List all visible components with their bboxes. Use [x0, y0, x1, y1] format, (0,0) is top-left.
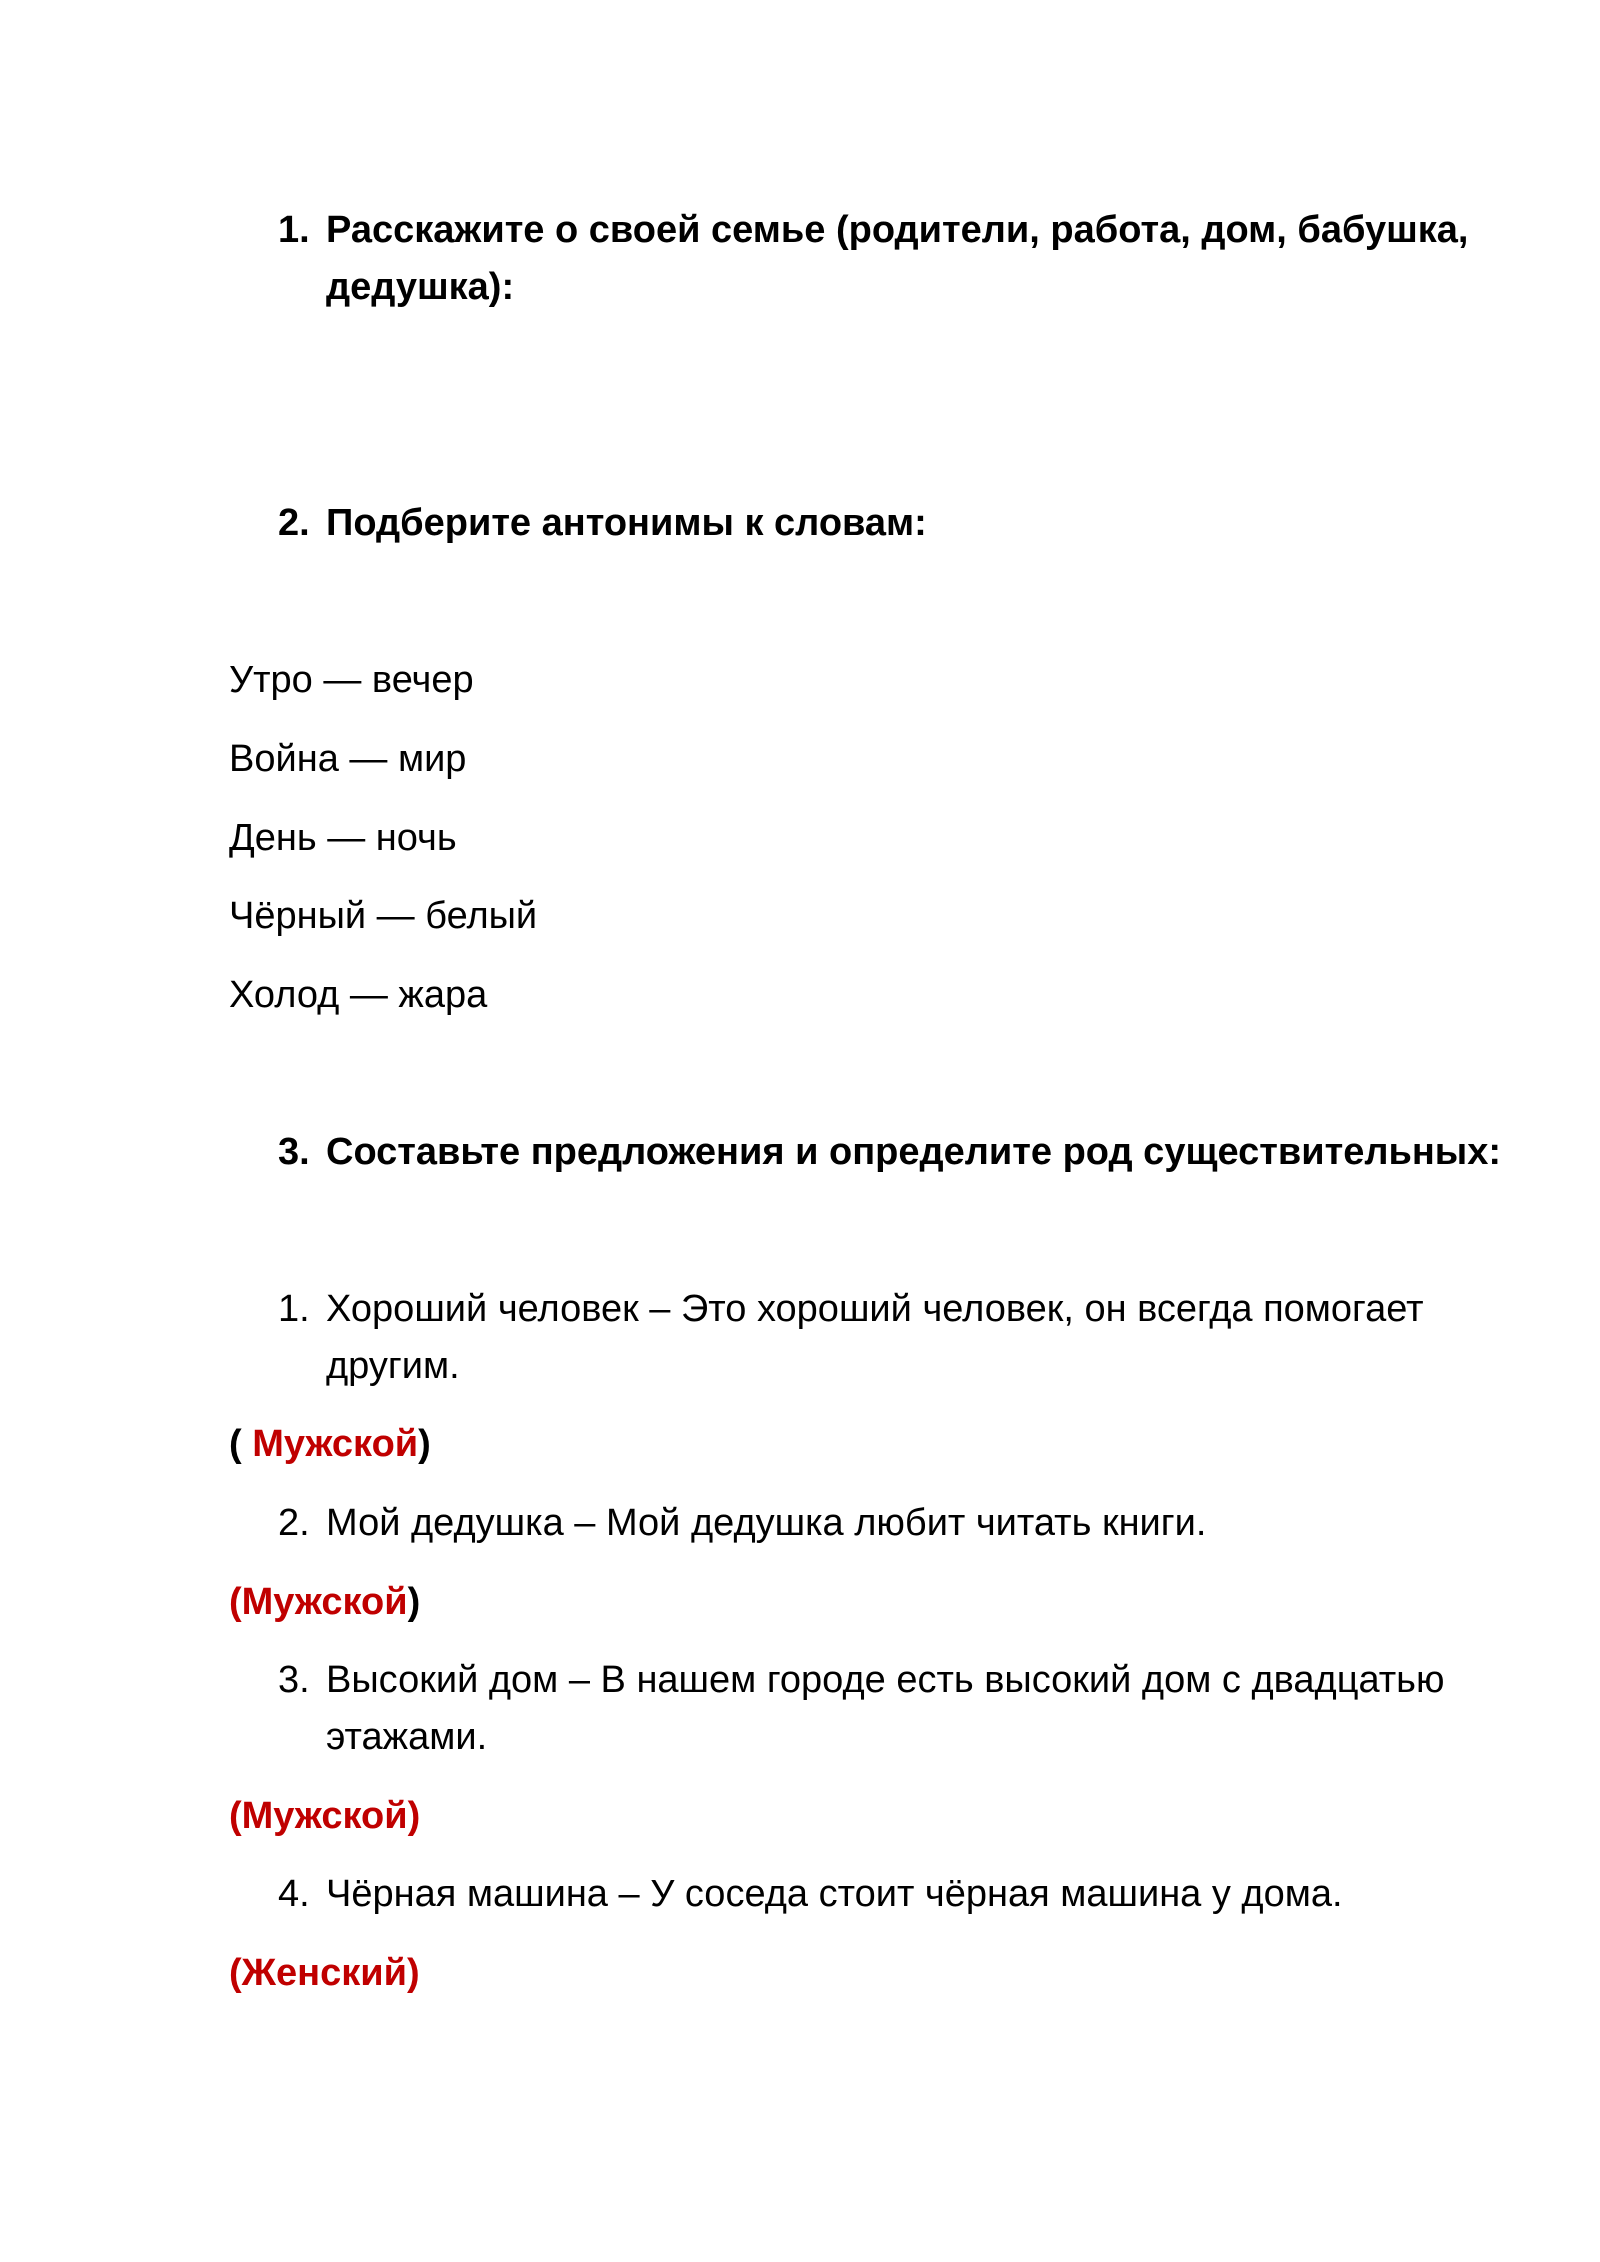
antonym-pair: Война — мир	[229, 738, 467, 780]
sentence-number: 1.	[278, 1288, 310, 1330]
sentence-line: другим.	[326, 1345, 460, 1387]
task-3-heading: Составьте предложения и определите род существительных:	[326, 1131, 1502, 1173]
sentence-line: Хороший человек – Это хороший человек, он всегда помогает	[326, 1288, 1424, 1330]
gender-label	[229, 1788, 420, 1845]
gender-value: (Женский)	[229, 1952, 420, 1994]
sentence-number: 2.	[278, 1502, 310, 1544]
gender-label	[229, 1574, 420, 1631]
antonym-pair: Утро — вечер	[229, 659, 474, 701]
sentence-number: 4.	[278, 1873, 310, 1915]
task-2-number: 2.	[278, 502, 310, 544]
antonym-pair: Чёрный — белый	[229, 895, 538, 937]
gender-paren-open: (	[229, 1423, 253, 1465]
sentence-line: Мой дедушка – Мой дедушка любит читать книги.	[326, 1502, 1207, 1544]
task-2-heading: Подберите антонимы к словам:	[326, 502, 927, 544]
sentence-line: Высокий дом – В нашем городе есть высокий дом с двадцатью	[326, 1659, 1445, 1701]
sentence-number: 3.	[278, 1659, 310, 1701]
gender-value: (Мужской)	[229, 1795, 421, 1837]
gender-label	[229, 1945, 420, 2002]
task-3-number: 3.	[278, 1131, 310, 1173]
antonym-pair: Холод — жара	[229, 974, 488, 1016]
gender-value: (Мужской	[229, 1581, 408, 1623]
antonym-pair: День — ночь	[229, 817, 457, 859]
gender-value: Мужской	[252, 1423, 419, 1465]
gender-label	[229, 1416, 431, 1473]
sentence-line: этажами.	[326, 1716, 488, 1758]
gender-paren-close: )	[418, 1423, 431, 1465]
task-1-heading-line-2: дедушка):	[326, 266, 515, 308]
task-1-heading-line-1: Расскажите о своей семье (родители, работа, дом, бабушка,	[326, 209, 1469, 251]
gender-paren-close: )	[407, 1581, 421, 1623]
sentence-line: Чёрная машина – У соседа стоит чёрная машина у дома.	[326, 1873, 1343, 1915]
task-1-number: 1.	[278, 209, 310, 251]
